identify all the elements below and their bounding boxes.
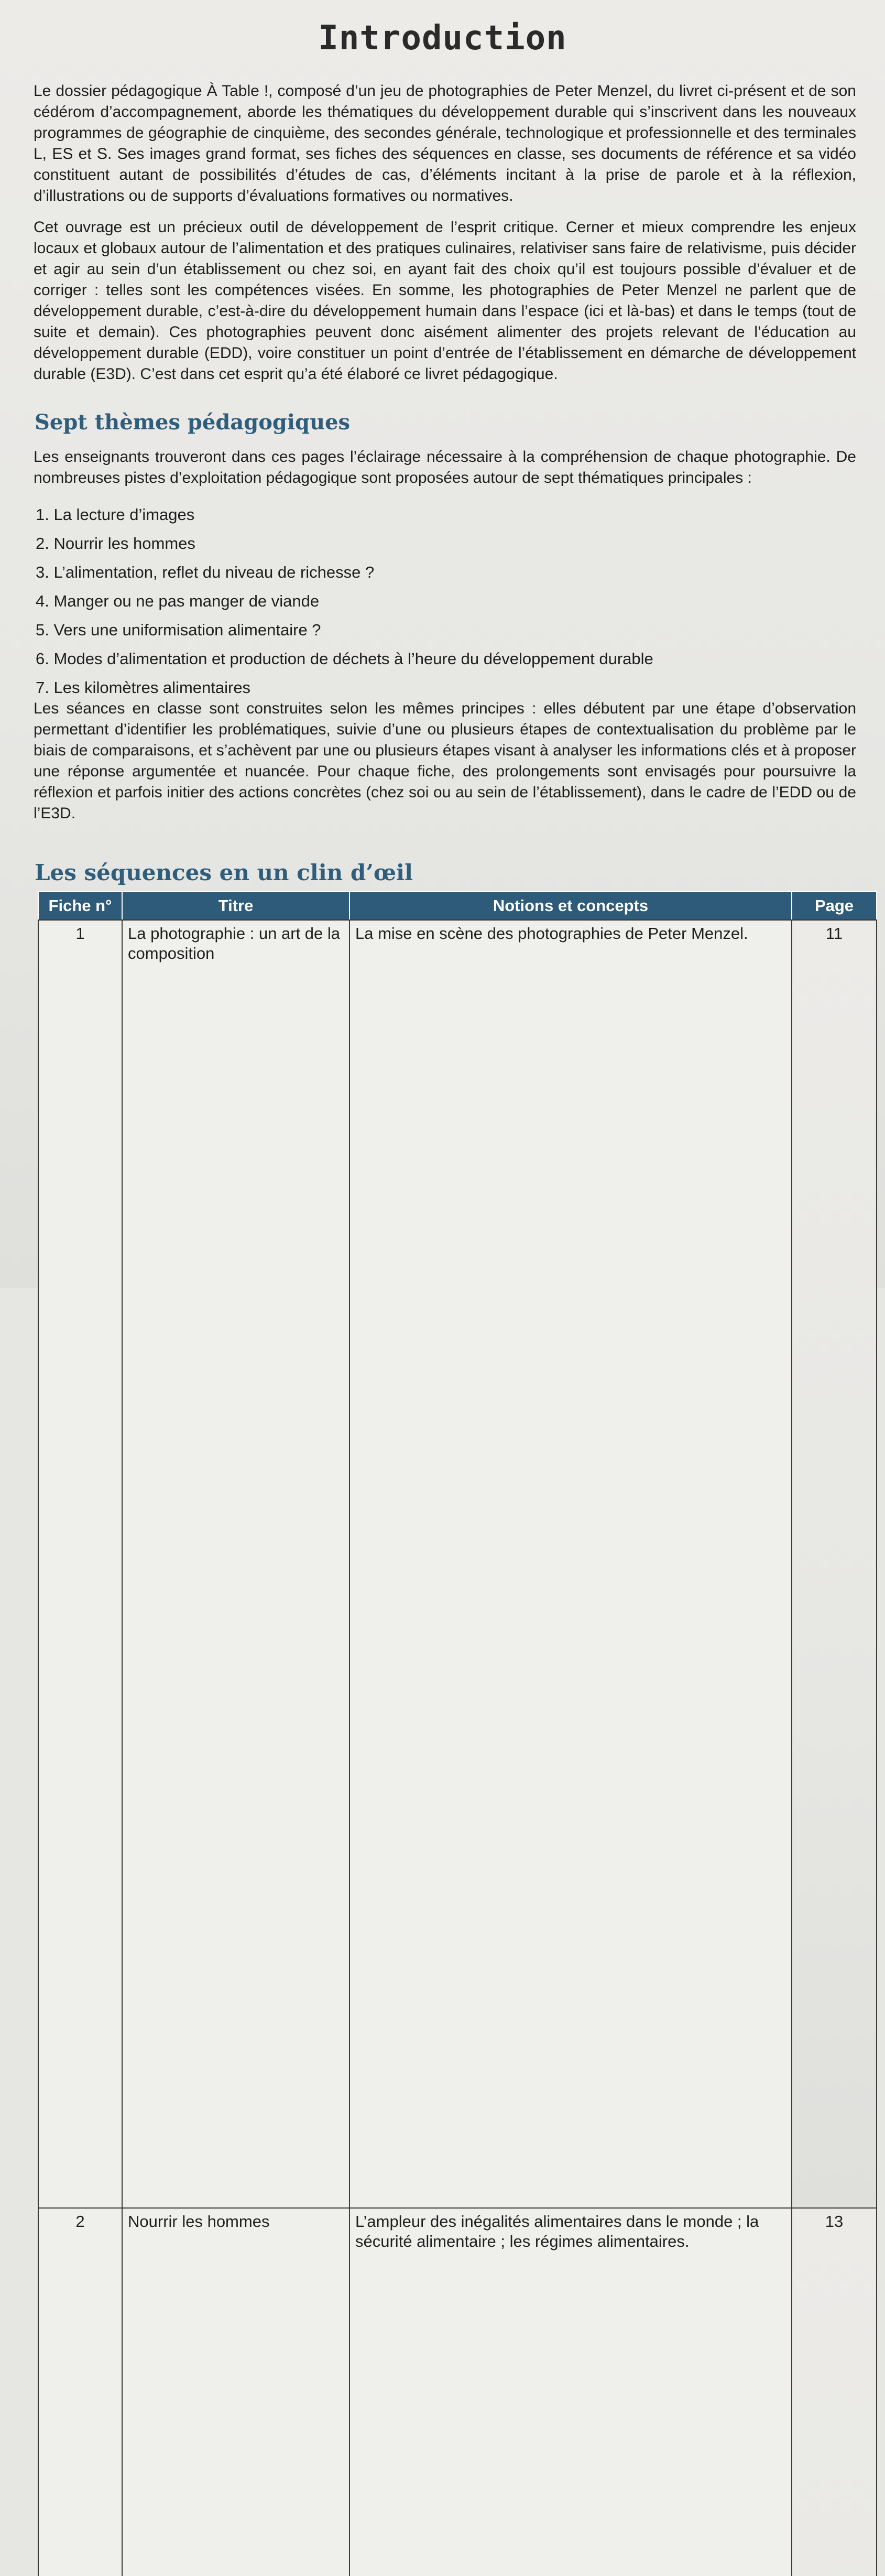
theme-item: 7. Les kilomètres alimentaires	[36, 678, 251, 697]
theme-item: 5. Vers une uniformisation alimentaire ?	[36, 621, 321, 639]
fiche-page: 11	[792, 920, 877, 2208]
theme-item: 1. La lecture d’images	[36, 505, 195, 524]
table-row	[38, 920, 877, 2208]
fiche-number: 2	[38, 2208, 122, 2576]
theme-item: 4. Manger ou ne pas manger de viande	[36, 592, 320, 610]
intro-paragraph: Le dossier pédagogique À Table !, composé d’un jeu de photographies de Peter Menzel, du livret ci-présent et de son cédérom d’accompagnement, aborde les thématiques du développement durable qui s’inscrivent dans les nouveaux programmes de géographie de cinquième, des secondes générale, technologique et professionnelle et des terminales L, ES et S. Ses images grand format, ses fiches des séquences en classe, ses documents de référence et sa vidéo constituent autant de possibilités d’études de cas, d’éléments incitant à la prise de parole et à la réflexion, d’illustrations ou de supports d’évaluations formatives ou normatives.	[34, 82, 856, 204]
sequences-heading: Les séquences en un clin d’œil	[35, 860, 413, 885]
column-header-notions: Notions et concepts	[349, 892, 792, 920]
themes-list	[36, 500, 653, 702]
theme-item: 3. L’alimentation, reflet du niveau de richesse ?	[36, 563, 375, 581]
fiche-number: 1	[38, 920, 122, 2208]
critique-paragraph: Cet ouvrage est un précieux outil de développement de l’esprit critique. Cerner et mieux comprendre les enjeux locaux et globaux autour de l’alimentation et des pratiques culinaires, relativiser sans faire de relativisme, puis décider et agir au sein d’un établissement ou chez soi, en ayant fait des choix qu’il est toujours possible d’évaluer et de corriger : telles sont les compétences visées. En somme, les photographies de Peter Menzel ne parlent que de développement durable, c’est-à-dire du développement humain dans l’espace (ici et là-bas) et dans le temps (tout de suite et demain). Ces photographies peuvent donc aisément alimenter des projets relevant de l’éducation au développement durable (EDD), voire constituer un point d’entrée de l’établissement en démarche de développement durable (E3D). C’est dans cet esprit qu’a été élaboré ce livret pédagogique.	[34, 219, 856, 383]
theme-item: 2. Nourrir les hommes	[36, 534, 195, 553]
page-title: Introduction	[318, 19, 567, 58]
column-header-titre: Titre	[122, 892, 349, 920]
table-header-row	[38, 892, 877, 920]
table-row	[38, 2208, 877, 2576]
themes-heading: Sept thèmes pédagogiques	[35, 410, 351, 435]
sequences-table-wrapper	[38, 891, 876, 2576]
fiche-notions: L’ampleur des inégalités alimentaires dans le monde ; la sécurité alimentaire ; les régimes alimentaires.	[349, 2208, 792, 2576]
seances-paragraph: Les séances en classe sont construites selon les mêmes principes : elles débutent par une étape d’observation permettant d’identifier les problématiques, suivie d’une ou plusieurs étapes de contextualisation du problème par le biais de comparaisons, et s’achèvent par une ou plusieurs étapes visant à analyser les informations clés et à proposer une réponse argumentée et nuancée. Pour chaque fiche, des prolongements sont envisagés pour poursuivre la réflexion et parfois initier des actions concrètes (chez soi ou au sein de l’établissement), dans le cadre de l’EDD ou de l’E3D.	[34, 700, 856, 822]
column-header-fiche: Fiche n°	[38, 892, 122, 920]
sequences-table	[38, 891, 877, 2576]
column-header-page: Page	[792, 892, 877, 920]
fiche-title: Nourrir les hommes	[122, 2208, 349, 2576]
themes-intro-paragraph: Les enseignants trouveront dans ces pages l’éclairage nécessaire à la compréhension de chaque photographie. De nombreuses pistes d’exploitation pédagogique sont proposées autour de sept thématiques principales :	[34, 448, 856, 486]
fiche-page: 13	[792, 2208, 877, 2576]
fiche-title: La photographie : un art de la composition	[122, 920, 349, 2208]
theme-item: 6. Modes d’alimentation et production de déchets à l’heure du développement durable	[36, 650, 653, 668]
fiche-notions: La mise en scène des photographies de Peter Menzel.	[349, 920, 792, 2208]
